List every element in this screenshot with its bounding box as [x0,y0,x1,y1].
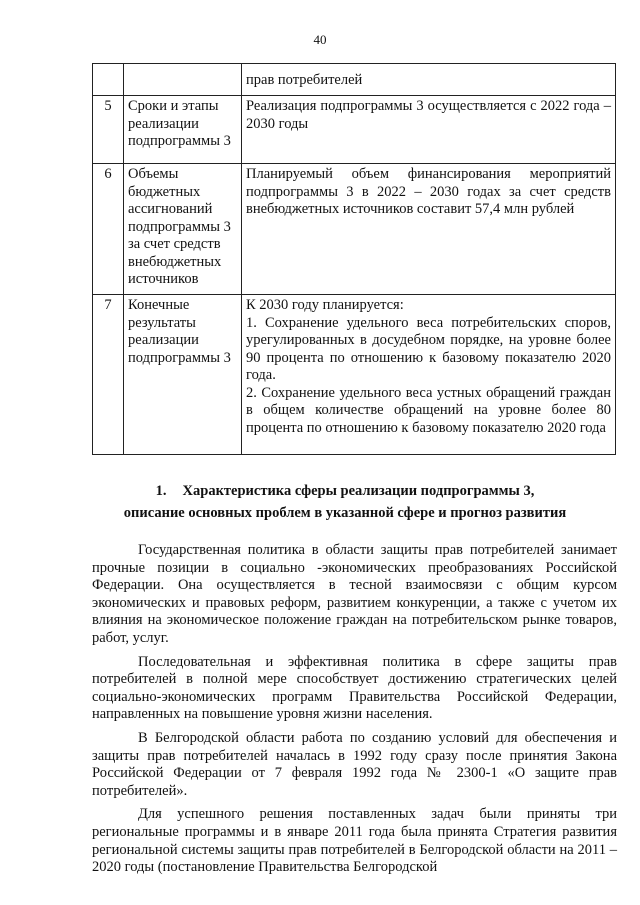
section-number: 1. [155,483,167,499]
section-title [110,480,580,524]
passport-table [92,63,616,455]
paragraph: В Белгородской области работа по созданию условий для обеспечения и защиты прав потребителей началась в 1992 году сразу после принятия Закона Российской Федерации от 7 февраля 1992 года № 2300-1 «О защите прав потребителей». [92,729,617,799]
section-title-text-1: Характеристика сферы реализации подпрограммы 3, [182,483,535,499]
row-label: Конечные результаты реализации подпрограммы 3 [124,295,242,455]
row-number: 7 [93,295,124,455]
row-number [93,64,124,96]
section-title-line-2: описание основных проблем в указанной сфере и прогноз развития [123,505,567,521]
row-content [242,96,616,164]
row-label [124,64,242,96]
page-number: 40 [313,32,327,47]
content-line: К 2030 году планируется: [246,297,404,313]
row-content [242,295,616,455]
row-content [242,164,616,295]
content-line: Планируемый объем финансирования мероприятий подпрограммы 3 в 2022 – 2030 годах за счет средств внебюджетных источников составит 57,4 млн рублей [246,166,611,217]
table-row [93,96,616,164]
content-line: Реализация подпрограммы 3 осуществляется с 2022 года – 2030 годы [246,98,611,132]
row-number: 5 [93,96,124,164]
paragraph: Государственная политика в области защиты прав потребителей занимает прочные позиции в социально -экономических преобразованиях Российской Федерации. Она осуществляется в тесной взаимосвязи с общим курсом экономических и правовых реформ, развитием конкуренции, а также с учетом их влияния на экономическое положение граждан на потребительском рынке товаров, работ, услуг. [92,542,617,646]
paragraph: Для успешного решения поставленных задач были приняты три региональные программы и в январе 2011 года была принята Стратегия развития региональной системы защиты прав потребителей в Белгородской области на 2011 – 2020 годы (постановление Правительства Белгородской [92,806,617,876]
body-text [92,542,617,883]
table-row [93,164,616,295]
row-label: Сроки и этапы реализации подпрограммы 3 [124,96,242,164]
row-number: 6 [93,164,124,295]
content-line: прав потребителей [246,72,363,88]
paragraph: Последовательная и эффективная политика в сфере защиты прав потребителей в полной мере способствует достижению стратегических целей социально-экономических программ Правительства Российской Федерации, направленных на повышение уровня жизни населения. [92,653,617,723]
content-line: 1. Сохранение удельного веса потребительских споров, урегулированных в досудебном порядке, на уровне более 90 процента по отношению к базовому показателю 2020 года. [246,314,611,383]
row-content [242,64,616,96]
section-title-line-1 [110,480,580,502]
row-label: Объемы бюджетных ассигнований подпрограммы 3 за счет средств внебюджетных источников [124,164,242,295]
content-line: 2. Сохранение удельного веса устных обращений граждан в общем количестве обращений на уровне более 80 процента по отношению к базовому показателю 2020 года [246,384,611,436]
table-row [93,295,616,455]
table-row [93,64,616,96]
